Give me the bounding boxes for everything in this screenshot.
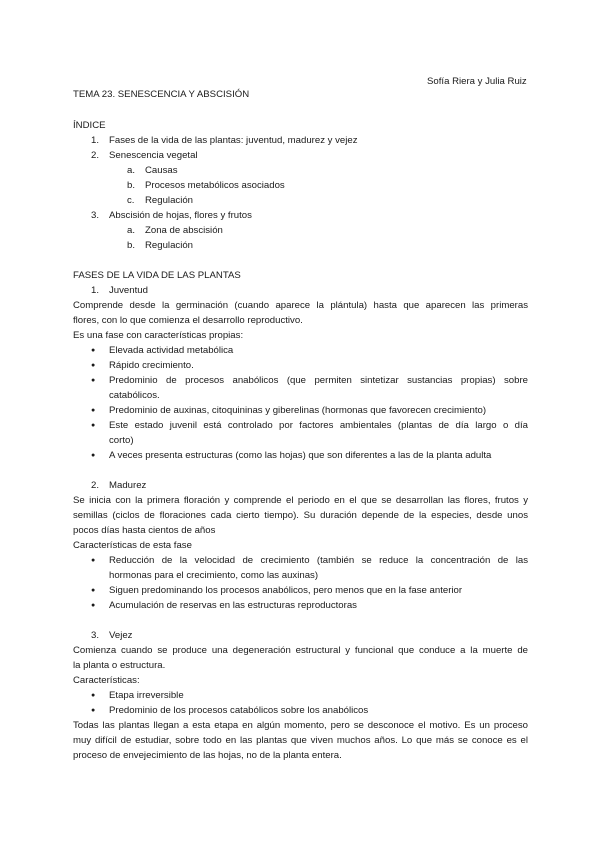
subsection-num: 1. — [91, 285, 100, 296]
index-sub-item: Regulación — [145, 195, 194, 206]
bullet-item: ● Predominio de procesos anabólicos (que permiten sintetizar sustancias propias) sobre — [109, 375, 528, 387]
paragraph-line: Características: — [73, 675, 140, 686]
paragraph-line: flores, con lo que comienza el desarrollo reproductivo. — [73, 315, 303, 326]
paragraph-line: Se inicia con la primera floración y comprende el periodo en el que se desarrollan las flores, frutos y — [73, 495, 528, 506]
subsection-num: 2. — [91, 480, 100, 491]
bullet-item: ● Elevada actividad metabólica — [109, 345, 233, 357]
bullet-item-cont: corto) — [109, 435, 134, 446]
bullet-item: ● Predominio de auxinas, citoquininas y giberelinas (hormonas que favorecen crecimiento) — [109, 405, 486, 417]
bullet-item-cont: hormonas para el crecimiento, como las auxinas) — [109, 570, 319, 581]
bullet-item: ● Siguen predominando los procesos anabólicos, pero menos que en la fase anterior — [109, 585, 462, 597]
paragraph-line: Comprende desde la germinación (cuando aparece la plántula) hasta que aparecen las primeras — [73, 300, 528, 311]
index-num: 1. — [91, 135, 100, 146]
authors: Sofía Riera y Julia Ruiz — [427, 76, 527, 87]
bullet-item: ● Este estado juvenil está controlado por factores ambientales (plantas de día largo o día — [109, 420, 528, 432]
bullet-item: ● Etapa irreversible — [109, 690, 184, 702]
bullet-item: ● A veces presenta estructuras (como las hojas) que son diferentes a las de la planta adulta — [109, 450, 491, 462]
index-item: Fases de la vida de las plantas: juventud, madurez y vejez — [109, 135, 358, 146]
index-num: 3. — [91, 210, 100, 221]
paragraph-line: pocos días hasta cientos de años — [73, 525, 216, 536]
bullet-item: ● Acumulación de reservas en las estructuras reproductoras — [109, 600, 357, 612]
subsection-title: Vejez — [109, 630, 133, 641]
index-item: Senescencia vegetal — [109, 150, 198, 161]
page-title: TEMA 23. SENESCENCIA Y ABSCISIÓN — [73, 89, 250, 100]
subsection-num: 3. — [91, 630, 100, 641]
bullet-item: ● Rápido crecimiento. — [109, 360, 194, 372]
index-sub-num: b. — [127, 240, 136, 251]
index-heading: ÍNDICE — [73, 120, 106, 131]
paragraph-line: Comienza cuando se produce una degeneración estructural y funcional que conduce a la muerte de — [73, 645, 528, 656]
bullet-item: ● Reducción de la velocidad de crecimiento (también se reduce la concentración de las — [109, 555, 528, 567]
index-sub-item: Zona de abscisión — [145, 225, 223, 236]
paragraph-line: Todas las plantas llegan a esta etapa en algún momento, pero se desconoce el motivo. Es un proceso — [73, 720, 528, 731]
index-item: Abscisión de hojas, flores y frutos — [109, 210, 252, 221]
index-sub-num: c. — [127, 195, 135, 206]
index-sub-item: Procesos metabólicos asociados — [145, 180, 285, 191]
subsection-title: Madurez — [109, 480, 147, 491]
index-sub-num: a. — [127, 225, 136, 236]
paragraph-line: muy difícil de estudiar, sobre todo en las plantas que viven muchos años. Lo que más se conoce es el — [73, 735, 528, 746]
bullet-item-cont: catabólicos. — [109, 390, 160, 401]
subsection-title: Juventud — [109, 285, 148, 296]
paragraph-line: Es una fase con características propias: — [73, 330, 244, 341]
paragraph-line: proceso de envejecimiento de las hojas, no de la planta entera. — [73, 750, 342, 761]
bullet-item: ● Predominio de los procesos catabólicos sobre los anabólicos — [109, 705, 368, 717]
paragraph-line: Características de esta fase — [73, 540, 192, 551]
index-num: 2. — [91, 150, 100, 161]
section-heading: FASES DE LA VIDA DE LAS PLANTAS — [73, 270, 241, 281]
index-sub-num: b. — [127, 180, 136, 191]
index-sub-item: Causas — [145, 165, 178, 176]
paragraph-line: la planta o estructura. — [73, 660, 166, 671]
index-sub-item: Regulación — [145, 240, 194, 251]
paragraph-line: semillas (ciclos de floraciones cada cierto tiempo). Su duración depende de la especies, desde unos — [73, 510, 528, 521]
index-sub-num: a. — [127, 165, 136, 176]
